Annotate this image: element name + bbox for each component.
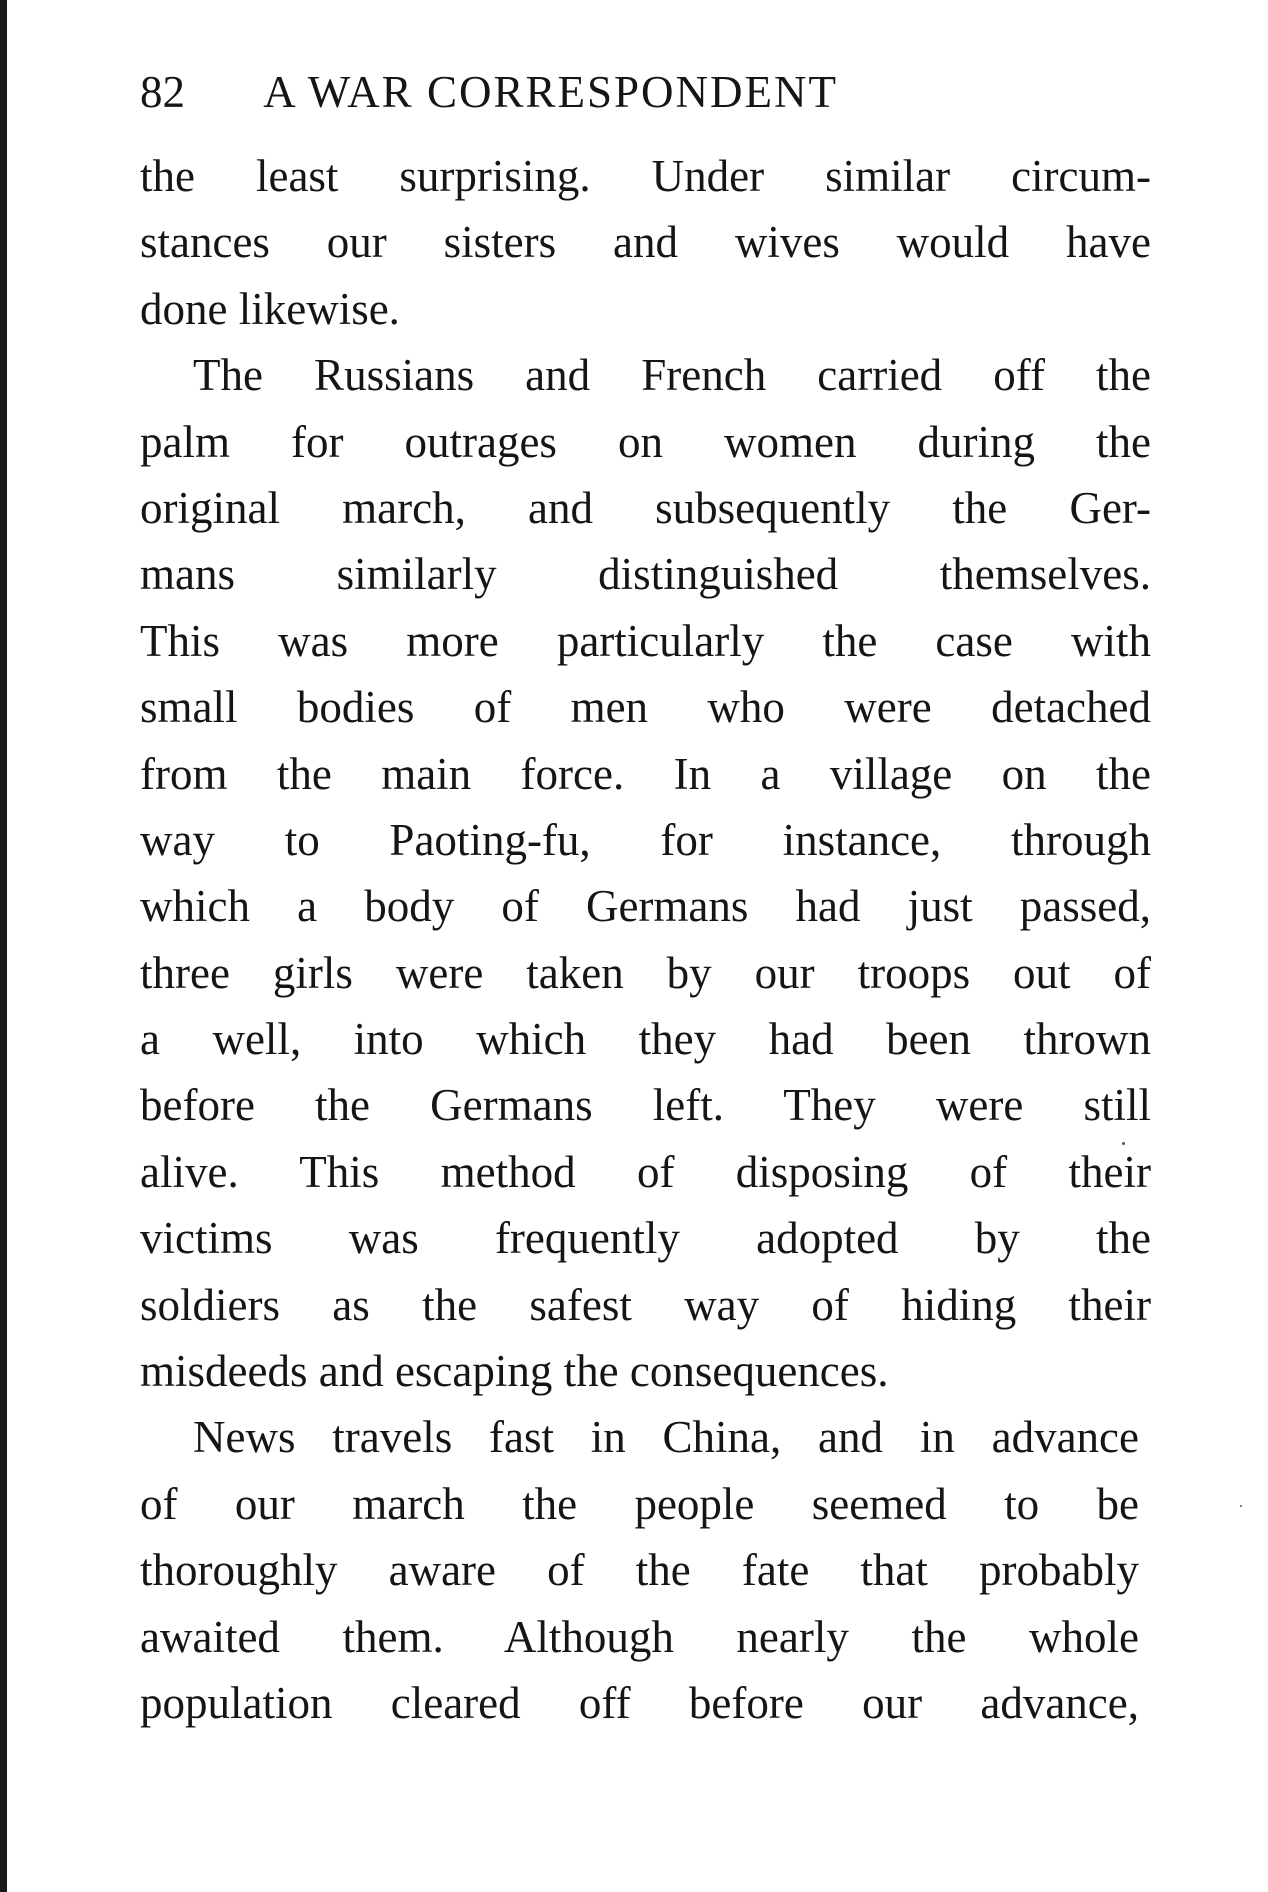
text-line: way to Paoting-fu, for instance, through xyxy=(140,814,1151,865)
text-line: misdeeds and escaping the consequences. xyxy=(140,1346,889,1397)
text-line: before the Germans left. They were still xyxy=(140,1080,1151,1131)
page-spine-edge xyxy=(0,0,7,1892)
body-text xyxy=(140,143,1151,1736)
text-line: population cleared off before our advance, xyxy=(140,1677,1139,1728)
paragraph-2 xyxy=(140,342,1151,1404)
print-speck xyxy=(1122,1142,1125,1145)
text-line: soldiers as the safest way of hiding their xyxy=(140,1279,1151,1330)
text-line: of our march the people seemed to be xyxy=(140,1478,1139,1529)
page-header xyxy=(140,62,940,122)
text-line: awaited them. Although nearly the whole xyxy=(140,1611,1139,1662)
text-line: from the main force. In a village on the xyxy=(140,748,1151,799)
page-number: 82 xyxy=(140,67,185,117)
running-title: A WAR CORRESPONDENT xyxy=(263,67,838,117)
text-line: victims was frequently adopted by the xyxy=(140,1213,1151,1264)
text-line: The Russians and French carried off the xyxy=(193,350,1151,401)
text-line: done likewise. xyxy=(140,283,400,334)
text-line: alive. This method of disposing of their xyxy=(140,1146,1151,1197)
text-line: small bodies of men who were detached xyxy=(140,682,1151,733)
text-line: original march, and subsequently the Ger- xyxy=(140,482,1151,533)
text-line: palm for outrages on women during the xyxy=(140,416,1151,467)
paragraph-1 xyxy=(140,143,1151,342)
text-line: the least surprising. Under similar circum- xyxy=(140,151,1151,201)
text-line: stances our sisters and wives would have xyxy=(140,217,1151,268)
text-line: which a body of Germans had just passed, xyxy=(140,881,1151,932)
text-line: This was more particularly the case with xyxy=(140,615,1151,666)
text-line: a well, into which they had been thrown xyxy=(140,1014,1151,1065)
text-line: thoroughly aware of the fate that probably xyxy=(140,1545,1139,1596)
paragraph-3 xyxy=(140,1404,1139,1736)
print-speck xyxy=(1240,1505,1242,1507)
text-line: three girls were taken by our troops out of xyxy=(140,947,1151,998)
text-line: News travels fast in China, and in advance xyxy=(193,1412,1139,1463)
text-line: mans similarly distinguished themselves. xyxy=(140,549,1151,600)
